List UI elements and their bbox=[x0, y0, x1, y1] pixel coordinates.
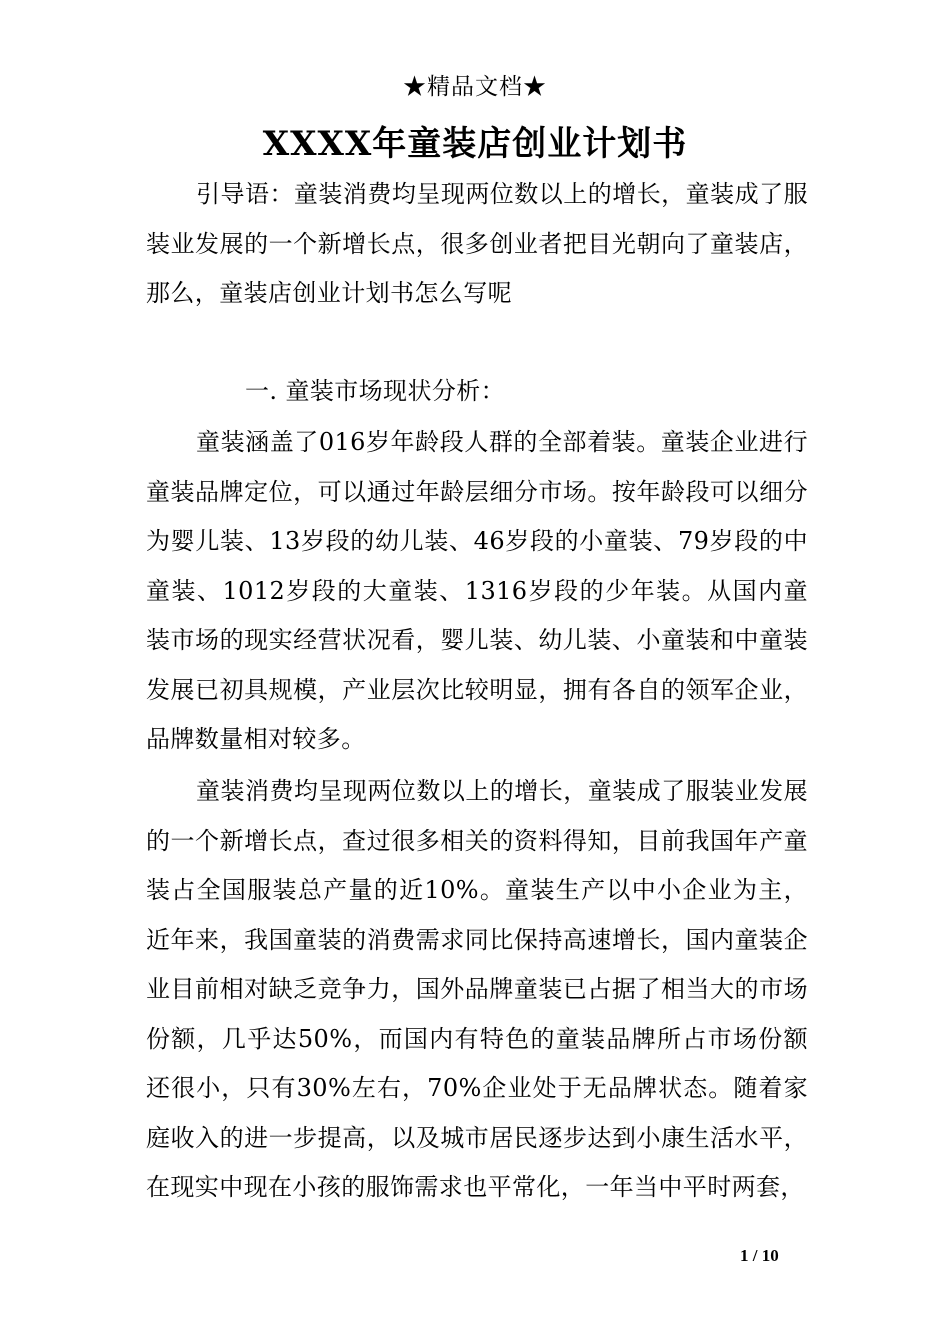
body-paragraph: 童装涵盖了016岁年龄段人群的全部着装。童装企业进行童装品牌定位，可以通过年龄层细分市场。按年龄段可以细分为婴儿装、13岁段的幼儿装、46岁段的小童装、79岁段的中童装、1012岁段的大童装、1316岁段的少年装。从国内童装市场的现实经营状况看，婴儿装、幼儿装、小童装和中童装发展已初具规模，产业层次比较明显，拥有各自的领军企业，品牌数量相对较多。 bbox=[146, 428, 808, 753]
body-paragraph: 童装消费均呈现两位数以上的增长，童装成了服装业发展的一个新增长点，查过很多相关的资料得知，目前我国年产童装占全国服装总产量的近10%。童装生产以中小企业为主，近年来，我国童装的消费需求同比保持高速增长，国内童装企业目前相对缺乏竞争力，国外品牌童装已占据了相当大的市场份额，几乎达50%，而国内有特色的童装品牌所占市场份额还很小，只有30%左右，70%企业处于无品牌状态。随着家庭收入的进一步提高，以及城市居民逐步达到小康生活水平，在现实中现在小孩的服饰需求也平常化，一年当中平时两套， bbox=[146, 777, 808, 1201]
document-title: XXXX年童装店创业计划书 bbox=[262, 124, 688, 164]
intro-paragraph: 引导语：童装消费均呈现两位数以上的增长，童装成了服装业发展的一个新增长点，很多创业者把目光朝向了童装店，那么，童装店创业计划书怎么写呢 bbox=[146, 180, 808, 307]
page-number: 1 / 10 bbox=[740, 1246, 779, 1265]
header-mark: ★精品文档★ bbox=[403, 74, 547, 100]
section-heading: 一. 童装市场现状分析： bbox=[245, 377, 506, 405]
